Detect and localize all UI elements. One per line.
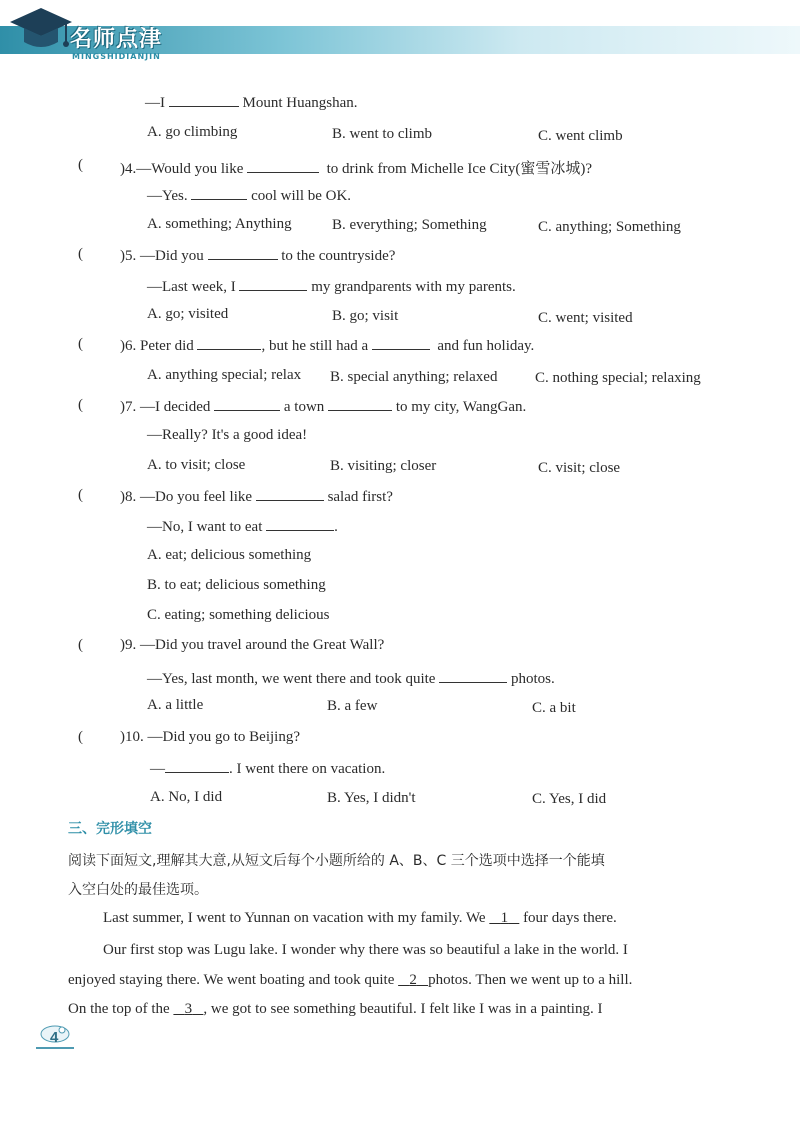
q7-line1: )7. —I decided a town to my city, WangGan. bbox=[120, 399, 527, 415]
q8-line1: )8. —Do you feel like salad first? bbox=[120, 489, 393, 505]
q3-option-b: B. went to climb bbox=[332, 126, 432, 142]
section-title: 三、完形填空 bbox=[68, 821, 152, 837]
answer-paren: ( bbox=[78, 336, 83, 352]
q5-option-b: B. go; visit bbox=[332, 308, 399, 324]
answer-paren: ( bbox=[78, 729, 83, 745]
q7-option-b: B. visiting; closer bbox=[330, 458, 437, 474]
q5-option-c: C. went; visited bbox=[538, 310, 633, 326]
q6-line1: )6. Peter did , but he still had a and fun holiday. bbox=[120, 338, 535, 354]
answer-paren: ( bbox=[78, 637, 83, 653]
page-number-badge bbox=[32, 1022, 78, 1050]
answer-blank bbox=[214, 397, 280, 411]
q4-line2: —Yes. cool will be OK. bbox=[147, 188, 352, 204]
page-header bbox=[0, 0, 800, 70]
q10-option-c: C. Yes, I did bbox=[532, 791, 607, 807]
answer-paren: ( bbox=[78, 487, 83, 503]
answer-paren: ( bbox=[78, 157, 83, 173]
q6-option-a: A. anything special; relax bbox=[147, 367, 302, 383]
answer-blank bbox=[208, 246, 278, 260]
passage-line-3: enjoyed staying there. We went boating and took quite 2 photos. Then we went up to a hill. bbox=[68, 972, 633, 988]
q6-option-c: C. nothing special; relaxing bbox=[535, 370, 701, 386]
q8-option-b: B. to eat; delicious something bbox=[147, 577, 326, 593]
q5-option-a: A. go; visited bbox=[147, 306, 229, 322]
answer-blank bbox=[256, 487, 324, 501]
answer-paren: ( bbox=[78, 397, 83, 413]
q7-option-c: C. visit; close bbox=[538, 460, 621, 476]
blank-number: 1 bbox=[500, 910, 509, 926]
answer-blank bbox=[165, 759, 229, 773]
graduation-cap-icon bbox=[8, 2, 74, 58]
q10-line1: )10. —Did you go to Beijing? bbox=[120, 729, 300, 745]
answer-blank bbox=[169, 93, 239, 107]
answer-blank bbox=[372, 336, 430, 350]
passage-line-1: Last summer, I went to Yunnan on vacation with my family. We 1 four days there. bbox=[103, 910, 617, 926]
answer-blank bbox=[328, 397, 392, 411]
instruction-line-2: 入空白处的最佳选项。 bbox=[68, 882, 208, 898]
q5-line1: )5. —Did you to the countryside? bbox=[120, 248, 396, 264]
q4-option-b: B. everything; Something bbox=[332, 217, 487, 233]
q9-option-c: C. a bit bbox=[532, 700, 576, 716]
answer-blank bbox=[247, 159, 319, 173]
q9-line1: )9. —Did you travel around the Great Wall? bbox=[120, 637, 385, 653]
q4-line1: )4.—Would you like to drink from Michelle Ice City(蜜雪冰城)? bbox=[120, 161, 592, 177]
q7-line2: —Really? It's a good idea! bbox=[147, 427, 308, 443]
q8-option-a: A. eat; delicious something bbox=[147, 547, 312, 563]
answer-blank bbox=[266, 517, 334, 531]
blank-number: 2 bbox=[409, 972, 417, 988]
q5-line2: —Last week, I my grandparents with my parents. bbox=[147, 279, 516, 295]
q3-option-a: A. go climbing bbox=[147, 124, 238, 140]
answer-paren: ( bbox=[78, 246, 83, 262]
passage-line-2: Our first stop was Lugu lake. I wonder why there was so beautiful a lake in the world. I bbox=[103, 942, 628, 958]
q3-answer-line: —I Mount Huangshan. bbox=[145, 95, 358, 111]
q4-option-c: C. anything; Something bbox=[538, 219, 681, 235]
q4-option-a: A. something; Anything bbox=[147, 216, 292, 232]
q8-line2: —No, I want to eat . bbox=[147, 519, 338, 535]
q9-line2: —Yes, last month, we went there and took quite photos. bbox=[147, 671, 555, 687]
answer-blank bbox=[191, 186, 247, 200]
q10-line2: — . I went there on vacation. bbox=[150, 761, 386, 777]
q3-option-c: C. went climb bbox=[538, 128, 623, 144]
q6-option-b: B. special anything; relaxed bbox=[330, 369, 498, 385]
header-title: 名师点津 bbox=[70, 27, 163, 52]
page-number: 4 bbox=[50, 1029, 59, 1046]
q10-option-b: B. Yes, I didn't bbox=[327, 790, 416, 806]
header-subtitle: MINGSHIDIANJIN bbox=[72, 52, 161, 61]
q8-option-c: C. eating; something delicious bbox=[147, 607, 330, 623]
q7-option-a: A. to visit; close bbox=[147, 457, 246, 473]
answer-blank bbox=[239, 277, 307, 291]
instruction-line-1: 阅读下面短文,理解其大意,从短文后每个小题所给的 A、B、C 三个选项中选择一个能填 bbox=[68, 853, 605, 869]
answer-blank bbox=[439, 669, 507, 683]
passage-line-4: On the top of the 3 , we got to see something beautiful. I felt like I was in a painting. I bbox=[68, 1001, 603, 1017]
q10-option-a: A. No, I did bbox=[150, 789, 223, 805]
blank-number: 3 bbox=[184, 1001, 193, 1017]
q9-option-a: A. a little bbox=[147, 697, 204, 713]
q9-option-b: B. a few bbox=[327, 698, 378, 714]
answer-blank bbox=[197, 336, 261, 350]
